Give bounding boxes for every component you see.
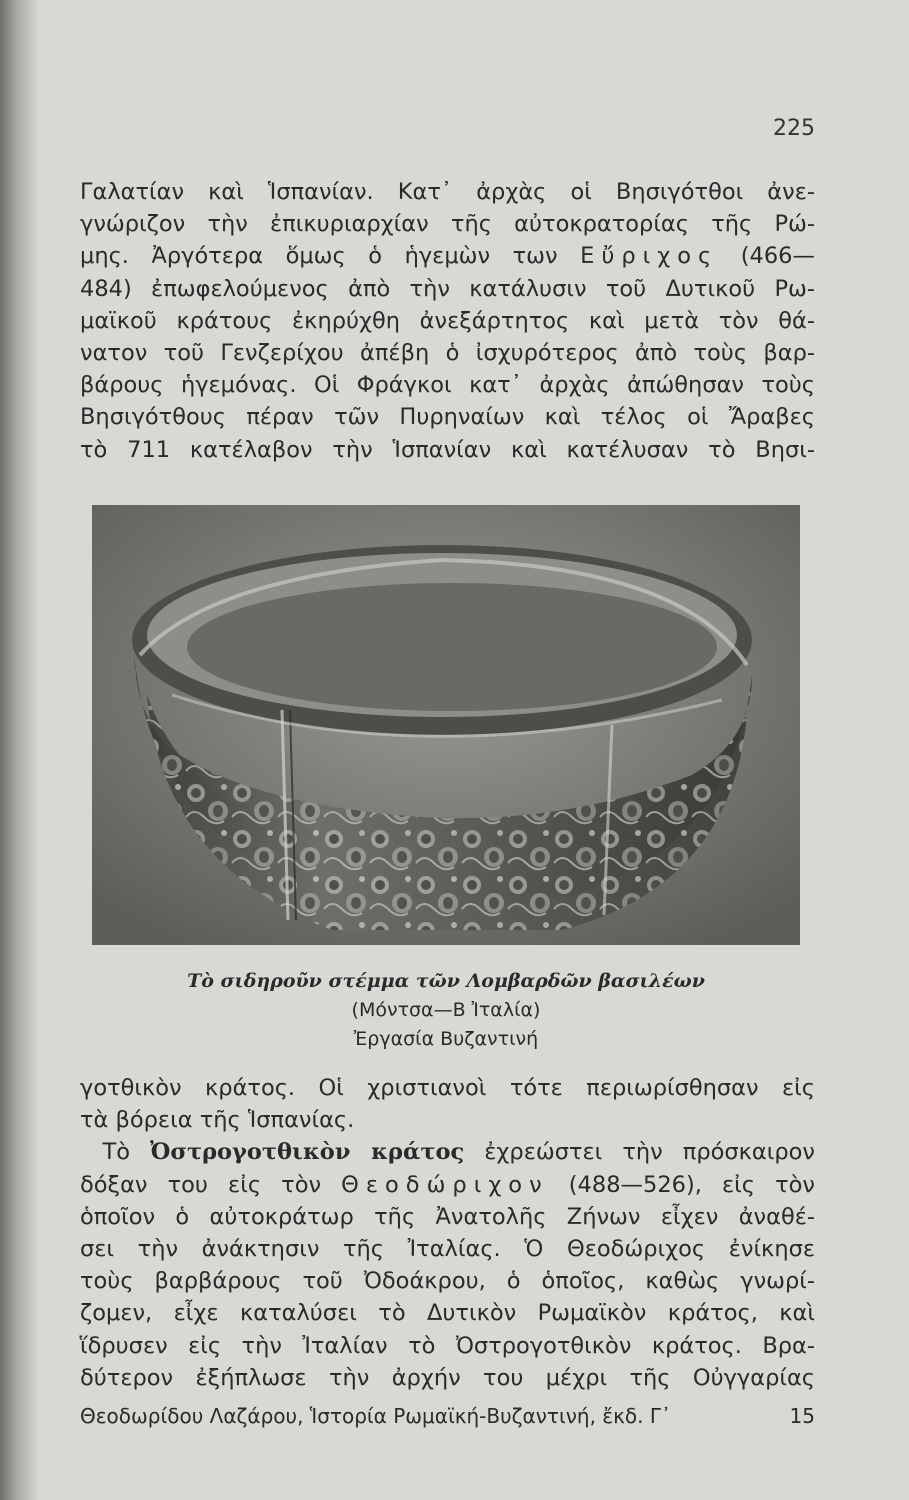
- text-line: τοὺς βαρβάρους τοῦ Ὀδοάκρου, ὁ ὁποῖος, καθὼς γνωρί-: [80, 1268, 815, 1295]
- text-segment: ἐχρεώστει τὴν πρόσκαιρον: [464, 1139, 815, 1166]
- binding-gutter-shadow: [0, 0, 40, 1500]
- text-segment: δόξαν του εἰς τὸν: [80, 1171, 342, 1198]
- bottom-paragraph: [80, 1072, 815, 1394]
- crown-illustration: [92, 505, 800, 945]
- figure-caption-work: Ἐργασία Βυζαντινή: [353, 1028, 539, 1050]
- text-line: μαϊκοῦ κράτους ἐκηρύχθη ἀνεξάρτητος καὶ μετὰ τὸν θά-: [80, 307, 815, 334]
- text-line: Βησιγότθους πέραν τῶν Πυρηναίων καὶ τέλος οἱ Ἄραβες: [80, 404, 815, 431]
- text-line: [80, 1136, 815, 1168]
- text-line: νατον τοῦ Γενζερίχου ἀπέβη ὁ ἰσχυρότερος ἀπὸ τοὺς βαρ-: [80, 339, 815, 366]
- text-line: 484) ἐπωφελούμενος ἀπὸ τὴν κατάλυσιν τοῦ Δυτικοῦ Ρω-: [80, 275, 815, 302]
- text-segment: (488—526), εἰς τὸν: [548, 1171, 815, 1198]
- ruler-name-euric: Εὔριχος: [580, 243, 719, 270]
- text-line: γνώριζον τὴν ἐπικυριαρχίαν τῆς αὐτοκρατορίας τῆς Ρώ-: [80, 211, 815, 238]
- text-line: ὁποῖον ὁ αὐτοκράτωρ τῆς Ἀνατολῆς Ζήνων εἶχεν ἀναθέ-: [80, 1203, 815, 1230]
- text-line: σει τὴν ἀνάκτησιν τῆς Ἰταλίας. Ὁ Θεοδώριχος ἐνίκησε: [80, 1235, 815, 1262]
- text-line: βάρους ἡγεμόνας. Οἱ Φράγκοι κατ᾽ ἀρχὰς ἀπώθησαν τοὺς: [80, 372, 815, 399]
- figure-caption-location: (Μόντσα—Β Ἰταλία): [351, 999, 541, 1021]
- page-number: 225: [773, 116, 815, 141]
- page-footer: [80, 1404, 815, 1428]
- text-line: Γαλατίαν καὶ Ἱσπανίαν. Κατ᾽ ἀρχὰς οἱ Βησιγότθοι ἀνε-: [80, 179, 815, 205]
- text-line: δύτερον ἐξήπλωσε τὴν ἀρχήν του μέχρι τῆς Οὐγγαρίας: [80, 1364, 815, 1391]
- text-line: τὸ 711 κατέλαβον τὴν Ἱσπανίαν καὶ κατέλυσαν τὸ Βησι-: [80, 436, 815, 463]
- iron-crown-photo: [92, 505, 800, 945]
- figure-caption-title: Τὸ σιδηροῦν στέμμα τῶν Λομβαρδῶν βασιλέων: [187, 970, 705, 992]
- text-line: ἵδρυσεν εἰς τὴν Ἰταλίαν τὸ Ὀστρογοτθικὸν κράτος. Βρα-: [80, 1332, 815, 1359]
- top-paragraph: [80, 176, 815, 466]
- text-line: [80, 240, 815, 272]
- ruler-name-theodoric: Θεοδώριχον: [341, 1171, 549, 1198]
- heading-ostrogothic-kingdom: Ὀστρογοτθικὸν κράτος: [150, 1139, 465, 1166]
- text-segment: μης. Ἀργότερα ὅμως ὁ ἡγεμὼν των: [80, 243, 558, 270]
- text-segment: Τὸ: [102, 1139, 151, 1166]
- text-segment: (466—: [740, 243, 815, 270]
- text-line: γοτθικὸν κράτος. Οἱ χριστιανοὶ τότε περιωρίσθησαν εἰς: [80, 1075, 815, 1101]
- text-line: τὰ βόρεια τῆς Ἱσπανίας.: [80, 1107, 355, 1134]
- footer-book-reference: Θεοδωρίδου Λαζάρου, Ἱστορία Ρωμαϊκή-Βυζαντινή, ἔκδ. Γ᾽: [80, 1404, 671, 1428]
- text-line: ζομεν, εἶχε καταλύσει τὸ Δυτικὸν Ρωμαϊκὸν κράτος, καὶ: [80, 1300, 815, 1327]
- footer-signature-mark: 15: [789, 1404, 815, 1428]
- text-line: [80, 1169, 815, 1201]
